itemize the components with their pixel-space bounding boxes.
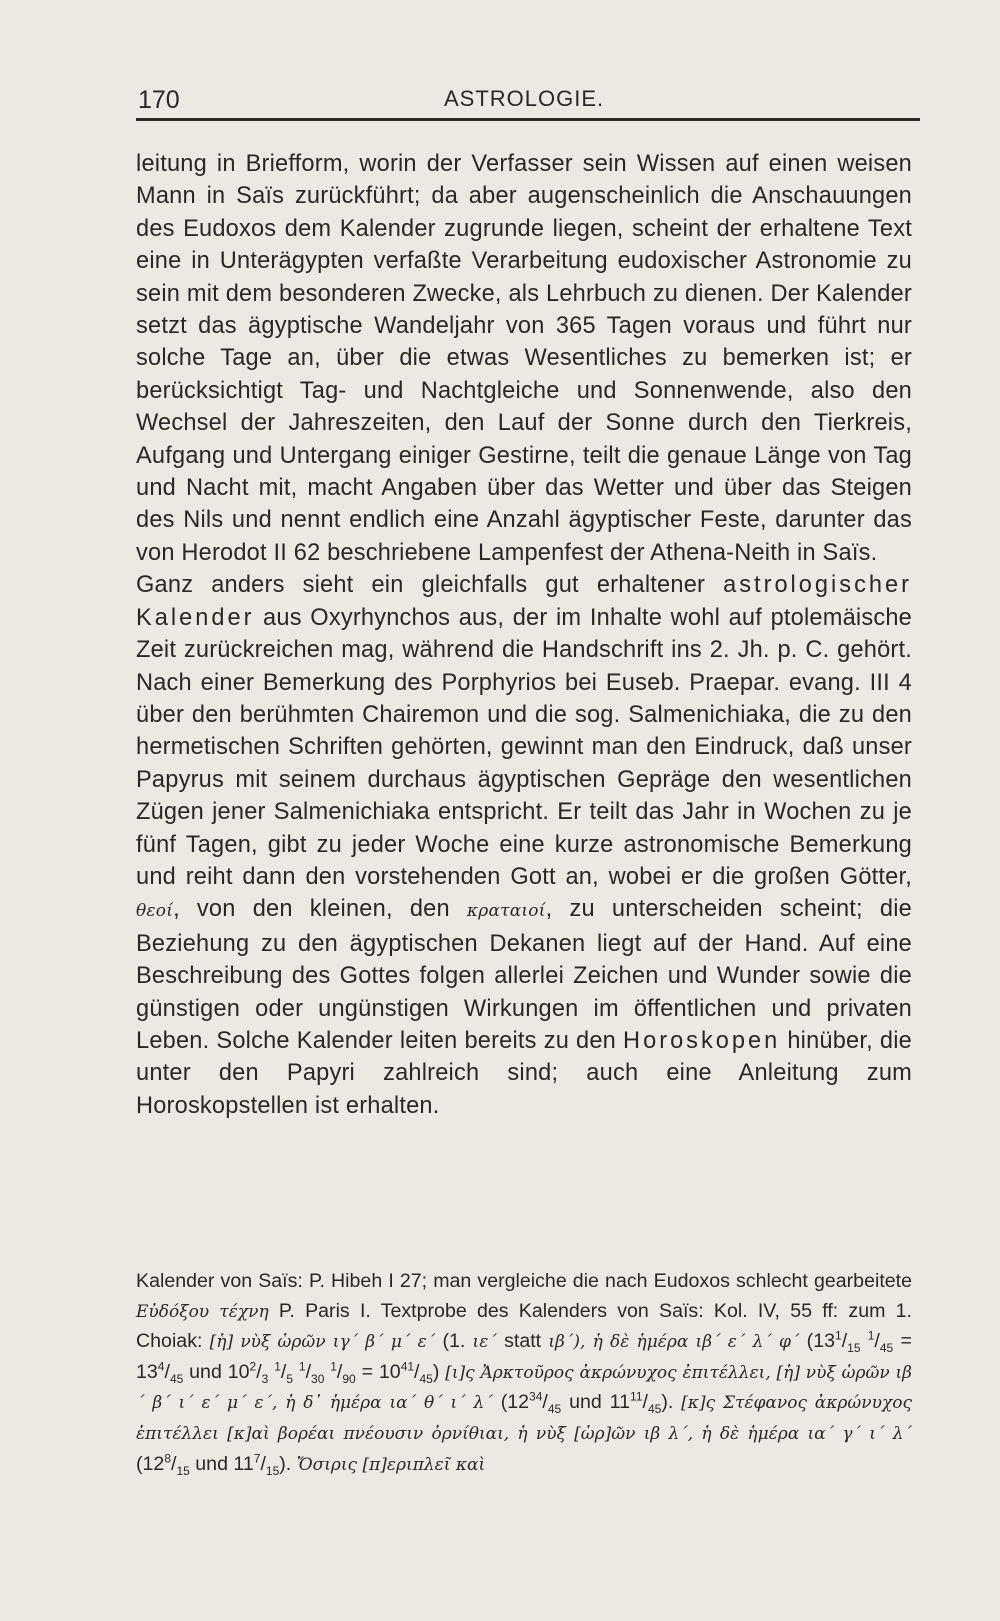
- footnote-run: (1.: [442, 1330, 466, 1353]
- page-number: 170: [138, 86, 180, 114]
- footnote-run: und 10: [189, 1360, 250, 1383]
- footnote-run: und 11: [195, 1452, 254, 1475]
- fraction-numerator: 1: [867, 1328, 875, 1343]
- footnote-text: Kalender von Saïs: P. Hibeh I 27; man vergleiche die nach Eudoxos schlecht gearbeitete Εὐδόξου τέχνη P. Paris I. Textprobe des Kalenders von Saïs: Kol. IV, 55 ff: zum 1. Choiak: [ἡ] νὺξ ὡρῶν ιγ´ β´ μ´ ε´ (1. ιε´ statt ιβ´), ἡ δὲ ἡμέρα ιβ´ ε´ λ´ φ´ ($13^1/_{15}$ $^1/_{45} = 13^4/_{45}$ und $10^2/_3$ $^1/_5$ $^1/_{30}$ $^1/_{90} = 10^{41}/_{45}$) [ι]ς Ἀρκτοῦρος ἀκρώνυχος ἐπιτέλλει, [ἡ] νὺξ ὡρῶν ιβ´ β´ ι´ ε´ μ´ ε´, ἡ δ᾽ ἡμέρα ια´ θ´ ι´ λ´ ($12^{34}/_{45}$ und $11^{11}/_{45}$). [κ]ς Στέφανος ἀκρώνυχος ἐπιτέλλει [κ]αὶ βορέαι πνέουσιν ὀρνίθιαι, ἡ νὺξ [ὡρ]ῶν ιβ λ´, ἡ δὲ ἡμέρα ια´ γ´ ι´ λ´ ($12^8/_{15}$ und $11^7/_{15}$). Ὄσιρις [π]εριπλεῖ καὶ: [136, 1270, 913, 1478]
- fraction-denominator: 45: [169, 1371, 184, 1386]
- paragraph-2-text: , zu unterscheiden scheint; die Beziehung zu den ägyptischen Dekanen liegt auf der Hand. Auf eine Beschreibung des Gottes folgen allerlei Zeichen und Wunder sowie die günstigen oder ungünstigen Wirkungen im öffentlichen und privaten Leben. Solche Kalender leiten bereits zu den: [136, 896, 912, 1054]
- fraction-numerator: 7: [253, 1451, 261, 1466]
- footnote-run: ).: [661, 1391, 674, 1414]
- fraction-numerator: 11: [630, 1389, 643, 1404]
- greek-run: Εὐδόξου τέχνη: [136, 1301, 269, 1322]
- greek-run: Ὄσιρις [π]εριπλεῖ καὶ: [296, 1454, 486, 1475]
- fraction-denominator: 5: [286, 1371, 294, 1386]
- fraction-numerator: 34: [529, 1389, 543, 1404]
- main-text: [136, 148, 912, 1122]
- fraction-denominator: 3: [261, 1371, 269, 1386]
- greek-run: ιε´: [472, 1332, 497, 1353]
- paragraph-2-text: , von den kleinen, den: [173, 896, 450, 923]
- fraction-denominator: 15: [265, 1463, 280, 1478]
- footnote: [136, 1267, 912, 1480]
- paragraph-2-text: Ganz anders sieht ein gleichfalls gut erhaltener: [136, 572, 706, 599]
- footnote-run: (13: [806, 1330, 835, 1353]
- fraction-numerator: 1: [298, 1359, 306, 1374]
- footnote-run: (12: [136, 1452, 165, 1475]
- footnote-run: P. Paris I. Textprobe des Kalenders von Saïs: Kol. IV, 55 ff: zum 1. Choiak:: [136, 1299, 912, 1353]
- fraction-denominator: 15: [176, 1463, 190, 1478]
- paragraph-2: [136, 569, 912, 1122]
- emphasis-horoskopen: Horoskopen: [623, 1027, 781, 1054]
- page-header: [138, 86, 918, 122]
- fraction-denominator: 15: [847, 1341, 861, 1356]
- greek-run: [κ]ς Στέφανος ἀκρώνυχος ἐπιτέλλει [κ]αὶ βορέαι πνέουσιν ὀρνίθιαι, ἡ νὺξ [ὡρ]ῶν ιβ λ´, ἡ δὲ ἡμέρα ια´ γ´ ι´ λ´: [136, 1393, 913, 1444]
- greek-run: ιβ´),: [548, 1332, 586, 1353]
- fraction-denominator: 30: [311, 1371, 325, 1386]
- greek-run: [ἡ] νὺξ ὡρῶν ιγ´ β´ μ´ ε´: [209, 1332, 436, 1353]
- paragraph-1: leitung in Briefform, worin der Verfasser sein Wissen auf einen weisen Mann in Saïs zurückführt; da aber augenscheinlich die Anschauungen des Eudoxos dem Kalender zugrunde liegen, scheint der erhaltene Text eine in Unterägypten verfaßte Verarbeitung eudoxischer Astronomie zu sein mit dem besonderen Zwecke, als Lehrbuch zu dienen. Der Kalender setzt das ägyptische Wandeljahr von 365 Tagen voraus und führt nur solche Tage an, über die etwas Wesentliches zu bemerken ist; er berücksichtigt Tag- und Nachtgleiche und Sonnenwende, also den Wechsel der Jahreszeiten, den Lauf der Sonne durch den Tierkreis, Aufgang und Untergang einiger Gestirne, teilt die genaue Länge von Tag und Nacht mit, macht Angaben über das Wetter und über das Steigen des Nils und nennt endlich eine Anzahl ägyptischer Feste, darunter das von Herodot II 62 beschriebene Lampenfest der Athena-Neith in Saïs.: [136, 151, 912, 566]
- footnote-run: und 11: [569, 1391, 631, 1414]
- fraction-denominator: 45: [419, 1371, 433, 1386]
- fraction-denominator: 45: [879, 1341, 894, 1356]
- footnote-run: ).: [279, 1452, 292, 1475]
- footnote-run: = 10: [361, 1360, 401, 1383]
- footnote-run: statt: [504, 1330, 542, 1353]
- greek-theoi: θεοί: [136, 901, 174, 922]
- paragraph-2-text: aus Oxyrhynchos aus, der im Inhalte wohl auf ptolemäische Zeit zurückreichen mag, während die Handschrift ins 2. Jh. p. C. gehört. Nach einer Bemerkung des Porphyrios bei Euseb. Praepar. evang. III 4 über den berühmten Chairemon und die sog. Salmenichiaka, die zu den hermetischen Schriften gehörten, gewinnt man den Eindruck, daß unser Papyrus mit seinem durchaus ägyptischen Gepräge den wesentlichen Zügen jener Salmenichiaka entspricht. Er teilt das Jahr in Wochen zu je fünf Tagen, gibt zu jeder Woche eine kurze astronomische Bemerkung und reiht dann den vorstehenden Gott an, wobei er die großen Götter,: [136, 604, 912, 890]
- header-rule: [136, 118, 920, 121]
- fraction-numerator: 1: [330, 1359, 337, 1374]
- footnote-run: Kalender von Saïs: P. Hibeh I 27; man vergleiche die nach Eudoxos schlecht gearbeitete: [136, 1270, 912, 1292]
- emphasis-astrologischer-kalender: astrologischer Kalender: [136, 572, 912, 631]
- footnote-run: (12: [500, 1391, 530, 1414]
- greek-run: ἡ δὲ ἡμέρα ιβ´ ε´ λ´ φ´: [592, 1332, 800, 1353]
- footnote-run: = 13: [136, 1330, 912, 1383]
- fraction-numerator: 1: [835, 1328, 842, 1343]
- fraction-numerator: 2: [249, 1359, 257, 1374]
- greek-krataioi: κραταιοί: [466, 901, 546, 922]
- fraction-numerator: 8: [164, 1451, 172, 1466]
- footnote-run: ): [432, 1360, 440, 1383]
- greek-run: [ι]ς Ἀρκτοῦρος ἀκρώνυχος ἐπιτέλλει, [ἡ] νὺξ ὡρῶν ιβ´ β´ ι´ ε´ μ´ ε´, ἡ δ᾽ ἡμέρα ια´ θ´ ι´ λ´: [136, 1362, 912, 1414]
- paragraph-2-text: hinüber, die unter den Papyri zahlreich sind; auch eine Anleitung zum Horoskopstellen ist erhalten.: [136, 1027, 912, 1119]
- fraction-denominator: 90: [342, 1371, 356, 1386]
- fraction-numerator: 4: [157, 1359, 165, 1374]
- fraction-denominator: 45: [547, 1402, 562, 1417]
- fraction-numerator: 1: [274, 1359, 281, 1374]
- fraction-numerator: 41: [400, 1359, 415, 1374]
- fraction-denominator: 45: [647, 1402, 662, 1417]
- running-title: ASTROLOGIE.: [444, 86, 605, 111]
